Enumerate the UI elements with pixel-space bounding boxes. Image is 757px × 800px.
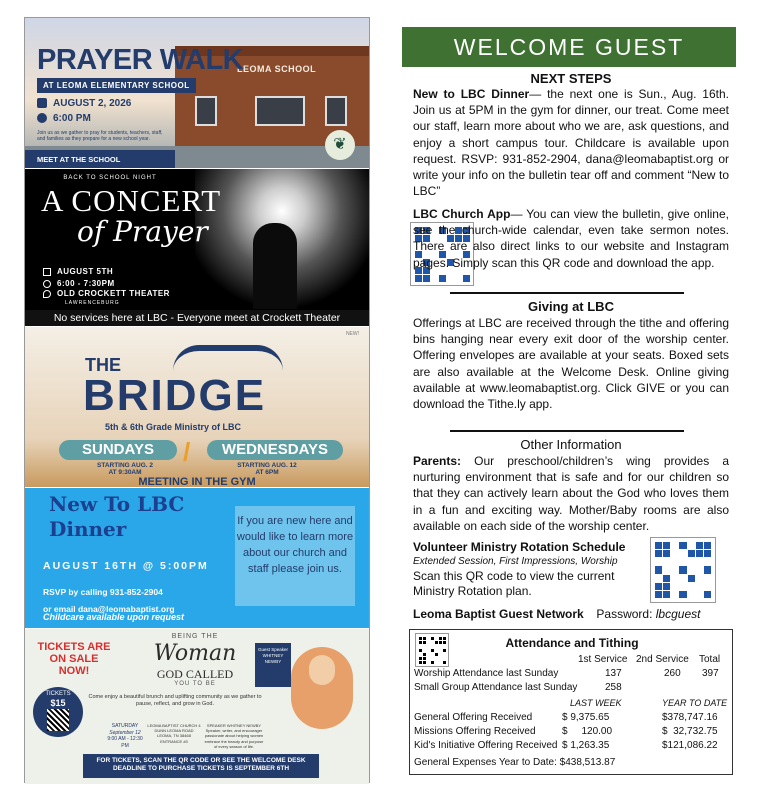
volunteer-text: Scan this QR code to view the current Ministry Rotation plan. [413, 569, 615, 598]
bridge-subtitle: 5th & 6th Grade Ministry of LBC [105, 422, 242, 432]
parents-lead: Parents: [413, 454, 462, 468]
ticket-price: $15 [50, 698, 66, 709]
general-offering-last-week: $ 9,375.65 [562, 712, 610, 723]
dinner-rsvp-email: or email dana@leomabaptist.org [43, 603, 175, 614]
wednesday-start-time: AT 6PM [255, 469, 279, 477]
general-expenses-label: General Expenses Year to Date: [414, 757, 557, 768]
dinner-childcare: Childcare available upon request [43, 612, 185, 622]
qr-module [679, 542, 686, 549]
qr-module [663, 558, 670, 565]
worship-attendance-label: Worship Attendance last Sunday [414, 668, 559, 679]
prayer-walk-date [37, 98, 131, 109]
qr-module [663, 542, 670, 549]
giving-heading: Giving at LBC [528, 299, 614, 314]
dinner-paragraph [413, 86, 729, 199]
bridge-ministry-flyer [25, 327, 369, 487]
parents-paragraph [413, 453, 729, 534]
qr-module [443, 653, 446, 656]
prayer-walk-flyer [25, 18, 369, 168]
event-day: SATURDAY [111, 723, 139, 729]
prayer-walk-date-text: AUGUST 2, 2026 [53, 98, 132, 109]
school-sign: LEOMA SCHOOL [237, 64, 317, 74]
app-paragraph [413, 206, 729, 271]
new-badge: NEW! [345, 331, 359, 337]
bridge-title: BRIDGE [83, 371, 267, 420]
qr-module [688, 583, 695, 590]
qr-module [696, 591, 703, 598]
general-offering-ytd: $378,747.16 [662, 712, 718, 723]
qr-module [704, 591, 711, 598]
wednesday-start [225, 462, 309, 476]
guest-network [413, 607, 700, 621]
event-being-the: BEING THE [171, 633, 219, 640]
calendar-icon [43, 268, 51, 276]
other-info-heading: Other Information [520, 437, 622, 452]
missions-offering-ytd: $ 32,732.75 [662, 726, 718, 737]
qr-module [455, 275, 462, 282]
small-group-label: Small Group Attendance last Sunday [414, 682, 578, 693]
new-to-lbc-dinner-flyer [25, 488, 369, 628]
missions-offering-last-week: $ 120.00 [562, 726, 613, 737]
prayer-walk-time-text: 6:00 PM [53, 113, 91, 124]
worshipper-silhouette [253, 223, 297, 309]
prayer-walk-location: AT LEOMA ELEMENTARY SCHOOL [37, 78, 196, 93]
qr-module [427, 657, 430, 660]
qr-module [696, 558, 703, 565]
worship-total: 397 [702, 668, 719, 679]
qr-module [671, 542, 678, 549]
guest-speaker-name: WHITNEY NEWBY [262, 652, 284, 664]
qr-module [655, 575, 662, 582]
welcome-guest-header: WELCOME GUEST [402, 27, 736, 67]
section-divider [450, 292, 684, 294]
qr-module [435, 653, 438, 656]
location-pin-icon [43, 290, 51, 298]
event-place: LEOMA BAPTIST CHURCH 4 DUNN LEOMA ROAD LEOMA, TN 38468 ENTRANCE #3 [147, 723, 201, 744]
worship-1st: 137 [605, 668, 622, 679]
qr-module [423, 653, 426, 656]
calendar-icon [37, 98, 47, 108]
women-brunch-flyer [25, 629, 369, 784]
guest-speaker-label: Guest Speaker [257, 647, 289, 652]
event-datetime [105, 723, 145, 749]
qr-module [431, 275, 438, 282]
missions-offering-label: Missions Offering Received [414, 726, 536, 737]
qr-module [663, 550, 670, 557]
prayer-walk-title: PRAYER WALK [37, 44, 244, 76]
event-speaker-bio: SPEAKER WHITNEY NEWBY Speaker, writer, and encourager passionate about helping women embrace the beauty and purpose of every season of life. [204, 723, 264, 749]
qr-module [688, 550, 695, 557]
qr-module [688, 566, 695, 573]
ticket-deadline: DEADLINE TO PURCHASE TICKETS IS SEPTEMBER 6TH [112, 764, 290, 772]
qr-module [663, 566, 670, 573]
app-text: — You can view the bulletin, give online, see the church-wide calendar, even take sermon notes. There are also direct links to our website and Instagram pages. Simply scan this QR code and download the app. [413, 207, 729, 270]
attendance-tithing-box [409, 629, 733, 775]
dinner-text: — the next one is Sun., Aug. 16th. Join us at 5PM in the gym for dinner, our treat. Come meet our staff, learn more about who we are, ask questions, and enjoy a short campus tour. Childcare is available upon request. RSVP: 931-852-2904, dana@leomabaptist.org or write your info on the bulletin tear off and comment “New to LBC” [413, 87, 729, 199]
event-god-called: GOD CALLED [156, 667, 234, 681]
password-value: lbcguest [655, 607, 701, 621]
ticket-price-label: TICKETS [45, 691, 71, 697]
qr-module [679, 583, 686, 590]
qr-module [439, 653, 442, 656]
sundays-label: SUNDAYS [59, 440, 177, 460]
qr-module [704, 583, 711, 590]
concert-time [43, 279, 115, 288]
qr-module [463, 275, 470, 282]
dinner-invitation: If you are new here and would like to learn more about our church and staff please join us. [235, 506, 355, 606]
bridge-the: THE [85, 355, 121, 375]
speaker-photo [291, 647, 353, 729]
qr-module [439, 657, 442, 660]
ticket-instructions [83, 754, 319, 778]
dinner-lead: New to LBC Dinner [413, 87, 530, 101]
concert-footer: No services here at LBC - Everyone meet at Crockett Theater [25, 310, 369, 326]
dinner-title-line1: New To LBC [49, 492, 185, 516]
qr-module [696, 583, 703, 590]
general-expenses [414, 757, 615, 768]
qr-module [423, 661, 426, 664]
qr-module [415, 275, 422, 282]
qr-module [704, 558, 711, 565]
qr-module [671, 583, 678, 590]
qr-module [655, 583, 662, 590]
qr-module [427, 661, 430, 664]
qr-module [679, 575, 686, 582]
qr-module [431, 653, 434, 656]
prayer-walk-meet: MEET AT THE SCHOOL [25, 150, 175, 168]
password-label: Password: [596, 607, 653, 621]
qr-module [688, 575, 695, 582]
volunteer-rotation-qr-code[interactable] [650, 537, 716, 603]
qr-module [431, 661, 434, 664]
concert-of-prayer-flyer [25, 169, 369, 326]
qr-module [419, 653, 422, 656]
col-1st-service: 1st Service [578, 654, 628, 665]
app-lead: LBC Church App [413, 207, 511, 221]
qr-module [704, 550, 711, 557]
qr-module [679, 550, 686, 557]
bridge-location: MEETING IN THE GYM [138, 476, 256, 487]
ticket-instructions-scan: FOR TICKETS, SCAN THE QR CODE OR SEE THE WELCOME DESK [96, 757, 306, 764]
qr-module [704, 542, 711, 549]
event-woman: Woman [153, 641, 237, 666]
qr-module [663, 583, 670, 590]
qr-module [439, 661, 442, 664]
qr-module [655, 542, 662, 549]
qr-module [671, 575, 678, 582]
sunday-start [85, 462, 165, 476]
flyer-column [24, 17, 370, 783]
parents-text: Our preschool/children’s wing provides a nurturing environment that is safe and for our children so that they can actively learn about the God who loves them in a fun and exciting way. Mother/Baby rooms are also available on each side of the worship center. [413, 454, 729, 533]
tickets-qr-code[interactable] [47, 709, 69, 731]
qr-module [671, 566, 678, 573]
qr-module [671, 591, 678, 598]
qr-module [696, 575, 703, 582]
event-time: 9:00 AM - 12:30 PM [107, 736, 143, 749]
wednesdays-label: WEDNESDAYS [207, 440, 343, 460]
year-to-date-header: YEAR TO DATE [662, 698, 728, 708]
concert-date-text: AUGUST 5TH [57, 267, 114, 276]
qr-module [655, 550, 662, 557]
concert-venue-text: OLD CROCKETT THEATER [57, 289, 170, 298]
qr-module [419, 657, 422, 660]
qr-module [435, 661, 438, 664]
qr-module [671, 550, 678, 557]
dinner-rsvp-phone: RSVP by calling 931-852-2904 [43, 587, 163, 597]
volunteer-heading: Volunteer Ministry Rotation Schedule [413, 540, 626, 554]
concert-venue [43, 289, 170, 298]
qr-module [679, 558, 686, 565]
giving-paragraph: Offerings at LBC are received through the tithe and offering bins hanging near every exit door of the worship center. Offering envelopes are available at your seats. Boxed sets are also available at the Welcome Desk. Online giving available at www.leomabaptist.org. Click GIVE or you can download the Tithe.ly app. [413, 316, 729, 412]
next-steps-heading: NEXT STEPS [530, 71, 612, 86]
qr-module [435, 657, 438, 660]
qr-module [443, 661, 446, 664]
qr-module [663, 591, 670, 598]
qr-module [688, 558, 695, 565]
qr-module [704, 575, 711, 582]
qr-module [447, 275, 454, 282]
qr-module [655, 558, 662, 565]
kids-offering-last-week: $ 1,263.35 [562, 740, 610, 751]
slash-divider: / [183, 437, 191, 467]
attendance-title: Attendance and Tithing [505, 636, 639, 650]
volunteer-subheading: Extended Session, First Impressions, Worship [413, 556, 618, 567]
wednesday-start-date: STARTING AUG. 12 [237, 462, 297, 469]
concert-date [43, 267, 113, 276]
bridge-arch-graphic [173, 345, 283, 371]
guest-network-label: Leoma Baptist Guest Network [413, 607, 584, 621]
general-expenses-value: $438,513.87 [559, 757, 616, 768]
qr-module [419, 661, 422, 664]
event-date: September 12 [109, 729, 141, 736]
qr-module [704, 566, 711, 573]
kids-offering-label: Kid's Initiative Offering Received [414, 740, 558, 751]
qr-module [696, 566, 703, 573]
qr-module [443, 657, 446, 660]
dinner-date: AUGUST 16TH @ 5:00PM [43, 560, 209, 572]
entrance [255, 96, 305, 126]
qr-module [663, 575, 670, 582]
qr-module [655, 566, 662, 573]
concert-city: LAWRENCEBURG [65, 300, 120, 306]
prayer-walk-description: Join us as we gather to pray for students, teachers, staff, and families as they prepare for a new school year. [37, 130, 163, 143]
guest-speaker-tag [255, 643, 291, 687]
qr-module [439, 275, 446, 282]
window [325, 96, 347, 126]
sunday-start-date: STARTING AUG. 2 [97, 462, 153, 469]
small-group-1st: 258 [605, 682, 622, 693]
qr-module [696, 550, 703, 557]
qr-module [655, 591, 662, 598]
dinner-title [49, 492, 184, 542]
qr-module [688, 591, 695, 598]
qr-module [431, 657, 434, 660]
clock-icon [43, 280, 51, 288]
event-description: Come enjoy a beautiful brunch and uplifting community as we gather to pause, reflect, and grow in God. [88, 694, 262, 708]
concert-title: A CONCERT [41, 183, 222, 218]
qr-module [688, 542, 695, 549]
clock-icon [37, 113, 47, 123]
qr-module [423, 657, 426, 660]
tickets-on-sale: TICKETS ARE ON SALE NOW! [37, 641, 111, 678]
concert-kicker: BACK TO SCHOOL NIGHT [63, 175, 157, 181]
qr-module [696, 542, 703, 549]
qr-module [679, 566, 686, 573]
dinner-title-line2: Dinner [49, 517, 127, 541]
prayer-walk-time [37, 113, 91, 124]
leaf-icon: ❦ [325, 130, 355, 160]
concert-time-text: 6:00 - 7:30PM [57, 279, 115, 288]
kids-offering-ytd: $121,086.22 [662, 740, 718, 751]
qr-module [427, 653, 430, 656]
col-2nd-service: 2nd Service [636, 654, 689, 665]
event-you-to-be: YOU TO BE [174, 681, 216, 687]
qr-module [423, 275, 430, 282]
window [195, 96, 217, 126]
qr-module [679, 591, 686, 598]
section-divider [450, 430, 684, 432]
worship-2nd: 260 [664, 668, 681, 679]
col-total: Total [699, 654, 721, 665]
last-week-header: LAST WEEK [570, 698, 622, 708]
sunday-start-time: AT 9:30AM [108, 469, 142, 477]
general-offering-label: General Offering Received [414, 712, 533, 723]
qr-module [671, 558, 678, 565]
concert-title-script: of Prayer [77, 215, 208, 248]
